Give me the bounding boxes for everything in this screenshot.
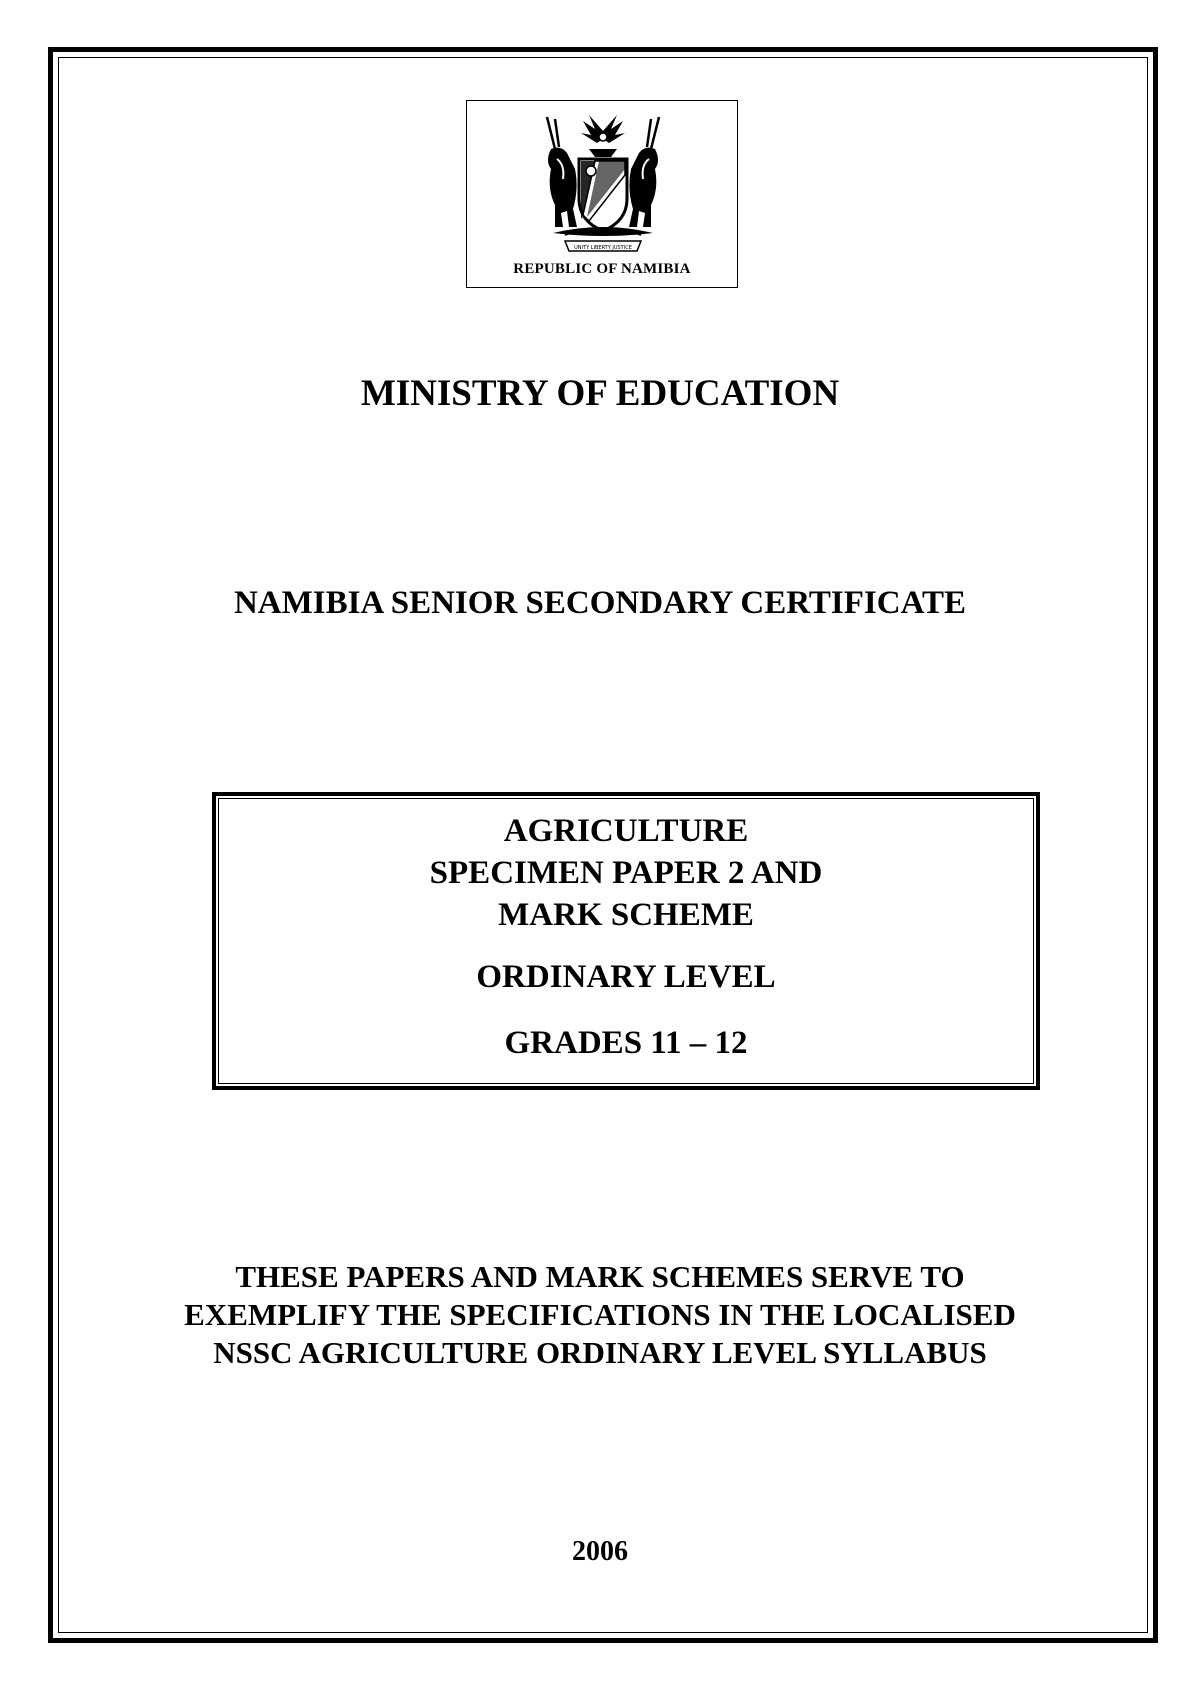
subject-line-agriculture: AGRICULTURE	[503, 813, 749, 849]
statement-line-2: EXEMPLIFY THE SPECIFICATIONS IN THE LOCALISED	[184, 1297, 1016, 1332]
statement-line-1: THESE PAPERS AND MARK SCHEMES SERVE TO	[235, 1259, 965, 1294]
subject-box	[212, 792, 1040, 1090]
subject-line-mark-scheme: MARK SCHEME	[498, 897, 754, 933]
coat-of-arms-box	[466, 100, 738, 288]
subject-level: ORDINARY LEVEL	[476, 959, 776, 995]
publication-year: 2006	[572, 1536, 628, 1567]
subject-title-block	[216, 810, 1036, 936]
coat-of-arms-emblem	[525, 109, 681, 259]
ministry-title: MINISTRY OF EDUCATION	[360, 373, 840, 414]
statement-line-3: NSSC AGRICULTURE ORDINARY LEVEL SYLLABUS	[213, 1335, 987, 1370]
subject-grades: GRADES 11 – 12	[504, 1025, 748, 1061]
subject-line-specimen: SPECIMEN PAPER 2 AND	[429, 855, 823, 891]
crest-caption: REPUBLIC OF NAMIBIA	[513, 261, 691, 277]
svg-text:UNITY LIBERTY JUSTICE: UNITY LIBERTY JUSTICE	[574, 245, 632, 251]
purpose-statement	[0, 1258, 1200, 1372]
certificate-title: NAMIBIA SENIOR SECONDARY CERTIFICATE	[233, 585, 967, 621]
